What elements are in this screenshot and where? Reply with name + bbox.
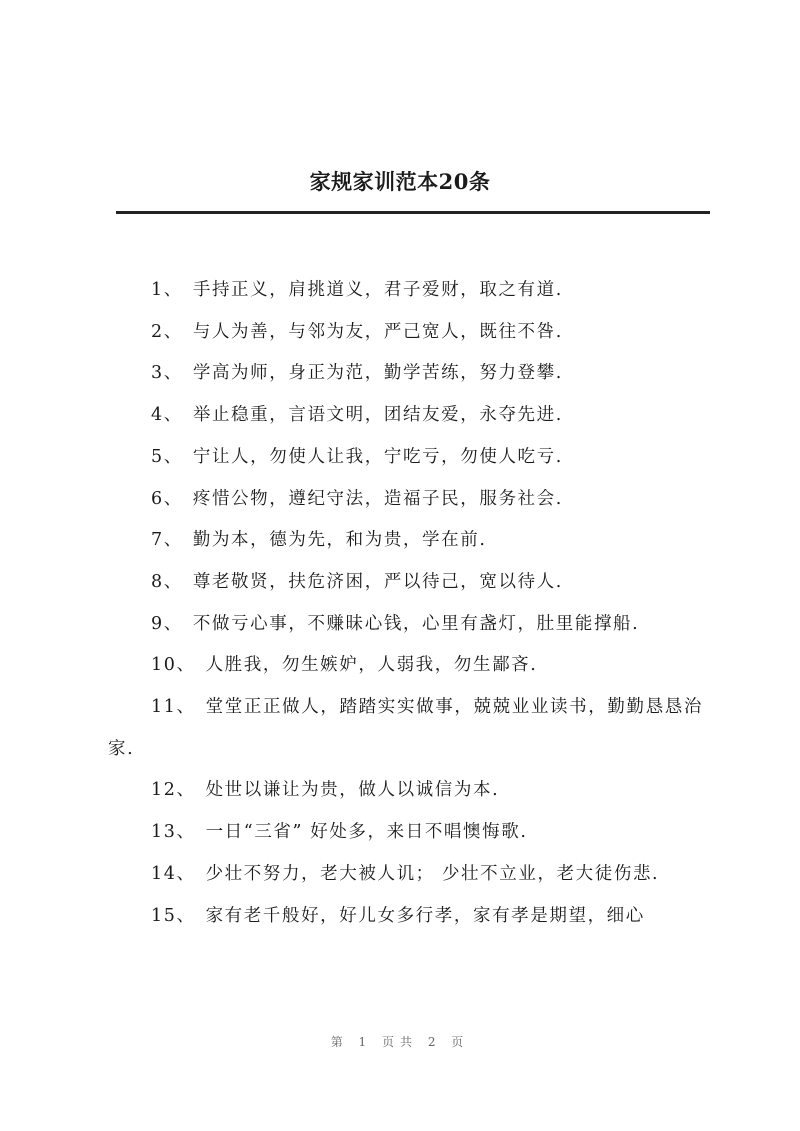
item-text: 与人为善，与邻为友，严己宽人，既往不咎. [192, 321, 563, 342]
item-number: 5、 [151, 446, 183, 467]
item-number: 15、 [151, 905, 196, 926]
item-number: 6、 [151, 488, 183, 509]
item-text: 堂堂正正做人，踏踏实实做事，兢兢业业读书，勤勤恳恳治家. [108, 697, 703, 759]
list-item [108, 353, 703, 395]
document-body [108, 270, 703, 937]
item-text: 一日“三省” 好处多，来日不唱懊悔歌. [205, 822, 528, 843]
item-number: 10、 [151, 655, 196, 676]
title-divider [116, 211, 710, 214]
item-text: 手持正义，肩挑道义，君子爱财，取之有道. [192, 280, 563, 300]
page-footer: 第 1 页共 2 页 [330, 1035, 470, 1049]
item-text: 人胜我，勿生嫉妒，人弱我，勿生鄙吝. [205, 655, 538, 676]
item-text: 不做亏心事，不赚昧心钱，心里有盏灯，肚里能撑船. [192, 613, 640, 634]
list-item [108, 520, 703, 562]
item-number: 8、 [151, 571, 183, 592]
item-text: 学高为师，身正为范，勤学苦练，努力登攀. [192, 363, 563, 384]
item-text: 处世以谦让为贵，做人以诚信为本. [205, 780, 500, 801]
item-text: 疼惜公物，遵纪守法，造福子民，服务社会. [192, 488, 563, 509]
list-item [108, 562, 703, 604]
item-number: 9、 [151, 613, 183, 634]
list-item [108, 645, 703, 687]
item-text: 尊老敬贤，扶危济困，严以待己，宽以待人. [192, 571, 563, 592]
list-item [108, 854, 703, 896]
list-item [108, 312, 703, 354]
list-item [108, 395, 703, 437]
item-text: 家有老千般好，好儿女多行孝，家有孝是期望，细心 [205, 905, 645, 926]
list-item [108, 687, 703, 770]
item-number: 4、 [151, 405, 183, 426]
item-number: 13、 [151, 822, 196, 843]
item-text: 举止稳重，言语文明，团结友爱，永夺先进. [192, 405, 563, 426]
list-item [108, 479, 703, 521]
document-title: 家规家训范本20条 [309, 169, 491, 194]
list-item [108, 770, 703, 812]
item-number: 7、 [151, 530, 183, 551]
list-item [108, 896, 703, 938]
item-number: 1、 [151, 280, 183, 300]
item-text: 宁让人，勿使人让我，宁吃亏，勿使人吃亏. [192, 446, 563, 467]
list-item [108, 270, 703, 312]
item-text: 勤为本，德为先，和为贵，学在前. [192, 530, 487, 551]
item-number: 11、 [151, 697, 196, 718]
list-item [108, 812, 703, 854]
item-text: 少壮不努力，老大被人讥； 少壮不立业，老大徒伤悲. [205, 863, 660, 884]
list-item [108, 437, 703, 479]
list-item [108, 604, 703, 646]
item-number: 2、 [151, 321, 183, 342]
item-number: 3、 [151, 363, 183, 384]
item-number: 14、 [151, 863, 196, 884]
item-number: 12、 [151, 780, 196, 801]
